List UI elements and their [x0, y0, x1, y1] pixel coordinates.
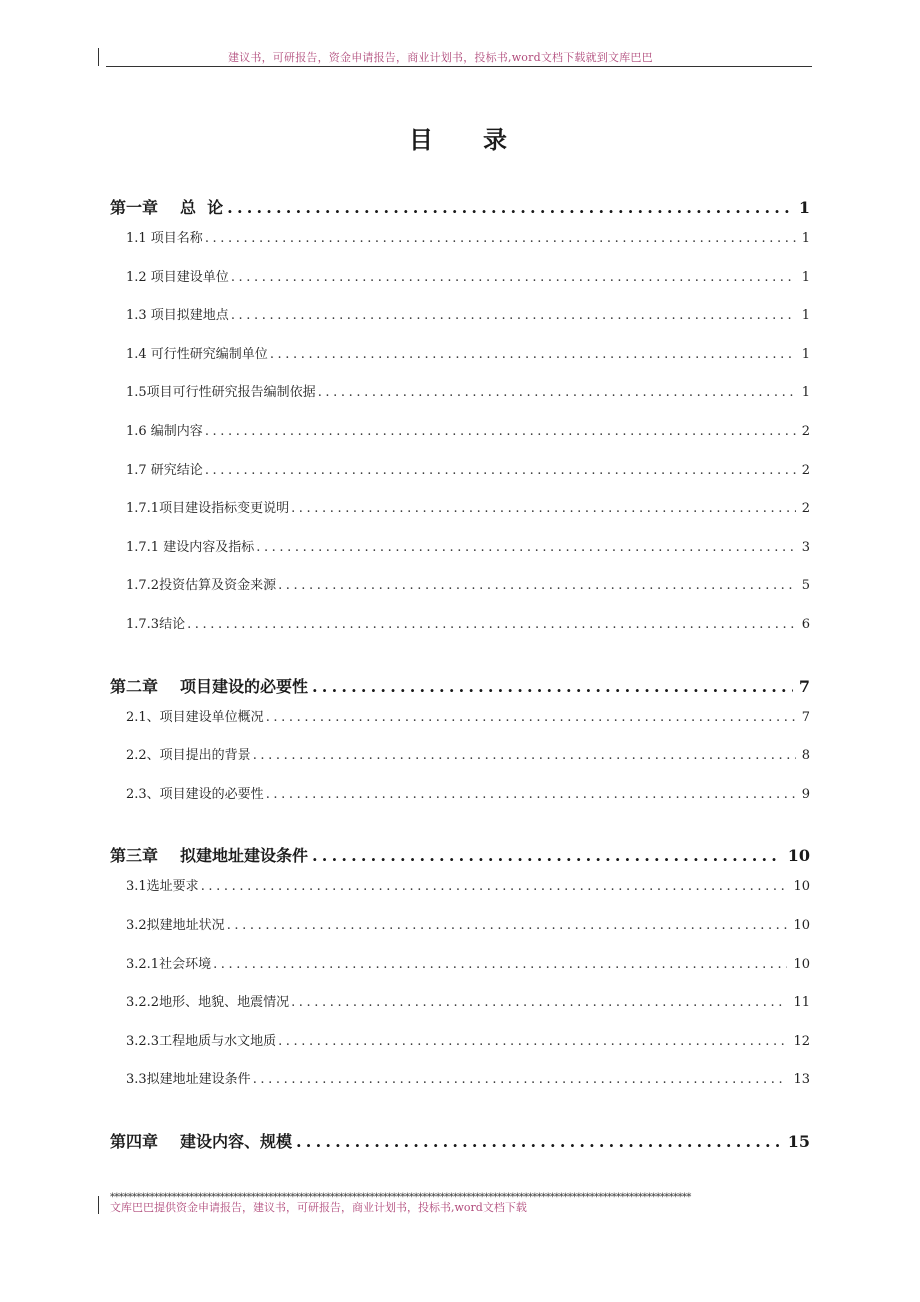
title-char-right: 录	[483, 125, 511, 154]
entry-title: 1.1 项目名称	[126, 231, 203, 246]
toc-entry-row	[110, 706, 810, 745]
page-title	[0, 120, 920, 155]
entry-title: 1.7.1 建设内容及指标	[126, 539, 255, 555]
page-footer	[98, 1192, 812, 1216]
entry-page-number: 11	[793, 995, 810, 1011]
entry-title: 3.3拟建地址建设条件	[126, 1072, 251, 1088]
entry-page-number: 10	[793, 956, 810, 972]
entry-page-number: 2	[801, 462, 810, 478]
chapter-number: 第三章	[110, 846, 159, 866]
footer-margin-mark	[98, 1196, 99, 1214]
toc-entry-row	[110, 783, 810, 822]
dot-leader	[253, 748, 796, 763]
page-header	[98, 48, 812, 68]
dot-leader	[266, 710, 796, 725]
chapter-number: 第一章	[110, 198, 159, 217]
entry-page-number: 10	[793, 879, 810, 895]
dot-leader	[205, 463, 796, 478]
toc-entry-row	[110, 875, 810, 914]
entry-page-number: 1	[801, 385, 810, 401]
dot-leader	[312, 846, 782, 865]
dot-leader	[256, 540, 796, 555]
chapter-number: 第二章	[110, 676, 159, 696]
entry-title: 3.1选址要求	[126, 879, 199, 895]
chapter-page-number: 15	[787, 1131, 810, 1151]
toc-chapter-row	[110, 674, 810, 706]
dot-leader	[187, 617, 796, 632]
dot-leader	[318, 385, 796, 400]
dot-leader	[227, 918, 788, 933]
footer-text: 文库巴巴提供资金申请报告，建议书，可研报告，商业计划书，投标书,word文档下载	[110, 1201, 527, 1214]
toc-entry-row	[110, 744, 810, 783]
dot-leader	[231, 270, 796, 285]
toc-entry-row	[110, 459, 810, 498]
toc-entry-row	[110, 420, 810, 459]
chapter-page-number: 7	[798, 676, 810, 696]
chapter-page-number: 10	[787, 846, 810, 866]
footer-stars: ************************************************************************************************************************************	[110, 1192, 691, 1203]
toc-chapter-row	[110, 195, 810, 227]
entry-title: 1.7 研究结论	[126, 462, 203, 478]
dot-leader	[227, 198, 793, 217]
entry-page-number: 5	[801, 578, 810, 594]
entry-page-number: 8	[801, 748, 810, 764]
entry-title: 1.7.2投资估算及资金来源	[126, 578, 277, 594]
dot-leader	[205, 424, 796, 439]
toc-entry-row	[110, 343, 810, 382]
toc-entry-row	[110, 536, 810, 575]
dot-leader	[278, 578, 796, 593]
dot-leader	[205, 231, 796, 246]
header-text: 建议书，可研报告，资金申请报告，商业计划书，投标书,word文档下载就到文库巴巴	[228, 51, 653, 64]
entry-page-number: 7	[801, 709, 810, 725]
toc-entry-row	[110, 304, 810, 343]
entry-title: 3.2拟建地址状况	[126, 917, 225, 933]
toc-entry-row	[110, 574, 810, 613]
entry-page-number: 2	[801, 501, 810, 517]
dot-leader	[270, 347, 796, 362]
entry-title: 1.6 编制内容	[126, 423, 203, 439]
chapter-page-number: 1	[798, 198, 810, 217]
dot-leader	[312, 677, 793, 696]
chapter-title: 总 论	[180, 198, 224, 217]
entry-title: 3.2.2地形、地貌、地震情况	[126, 995, 290, 1011]
toc-entry-row	[110, 1068, 810, 1107]
entry-page-number: 1	[801, 346, 810, 362]
entry-page-number: 12	[793, 1033, 810, 1049]
entry-page-number: 2	[801, 423, 810, 439]
toc-chapter-row	[110, 843, 810, 875]
entry-title: 2.3、项目建设的必要性	[126, 786, 264, 802]
toc-chapter-row	[110, 1129, 810, 1161]
dot-leader	[213, 957, 787, 972]
entry-title: 1.7.3结论	[126, 616, 186, 632]
entry-title: 1.5项目可行性研究报告编制依据	[126, 385, 316, 401]
chapter-title: 项目建设的必要性	[180, 676, 309, 696]
entry-page-number: 13	[793, 1072, 810, 1088]
toc-entry-row	[110, 227, 810, 266]
entry-title: 1.2 项目建设单位	[126, 269, 229, 285]
entry-title: 2.2、项目提出的背景	[126, 748, 251, 764]
title-char-left: 目	[409, 125, 437, 154]
toc-entry-row	[110, 266, 810, 305]
entry-page-number: 1	[801, 269, 810, 285]
toc-entry-row	[110, 497, 810, 536]
toc-entry-row	[110, 991, 810, 1030]
entry-page-number: 3	[801, 539, 810, 555]
chapter-number: 第四章	[110, 1131, 159, 1151]
header-rule	[106, 66, 812, 67]
entry-page-number: 1	[801, 231, 810, 246]
chapter-title: 建设内容、规模	[180, 1131, 293, 1151]
dot-leader	[278, 1034, 787, 1049]
entry-title: 2.1、项目建设单位概况	[126, 709, 264, 725]
entry-page-number: 1	[801, 308, 810, 324]
dot-leader	[291, 995, 787, 1010]
toc-entry-row	[110, 914, 810, 953]
dot-leader	[291, 501, 796, 516]
toc-entry-row	[110, 613, 810, 652]
table-of-contents	[110, 195, 810, 1161]
dot-leader	[201, 879, 788, 894]
entry-title: 3.2.1社会环境	[126, 956, 212, 972]
header-margin-mark	[98, 48, 99, 66]
entry-title: 1.7.1项目建设指标变更说明	[126, 501, 290, 517]
entry-title: 1.3 项目拟建地点	[126, 308, 229, 324]
entry-title: 3.2.3工程地质与水文地质	[126, 1033, 277, 1049]
dot-leader	[231, 308, 796, 323]
chapter-title: 拟建地址建设条件	[180, 846, 309, 866]
dot-leader	[253, 1072, 788, 1087]
toc-entry-row	[110, 1030, 810, 1069]
dot-leader	[266, 787, 796, 802]
entry-page-number: 6	[801, 616, 810, 632]
entry-page-number: 9	[801, 786, 810, 802]
entry-page-number: 10	[793, 917, 810, 933]
dot-leader	[296, 1132, 782, 1151]
toc-entry-row	[110, 953, 810, 992]
entry-title: 1.4 可行性研究编制单位	[126, 346, 268, 362]
toc-entry-row	[110, 381, 810, 420]
